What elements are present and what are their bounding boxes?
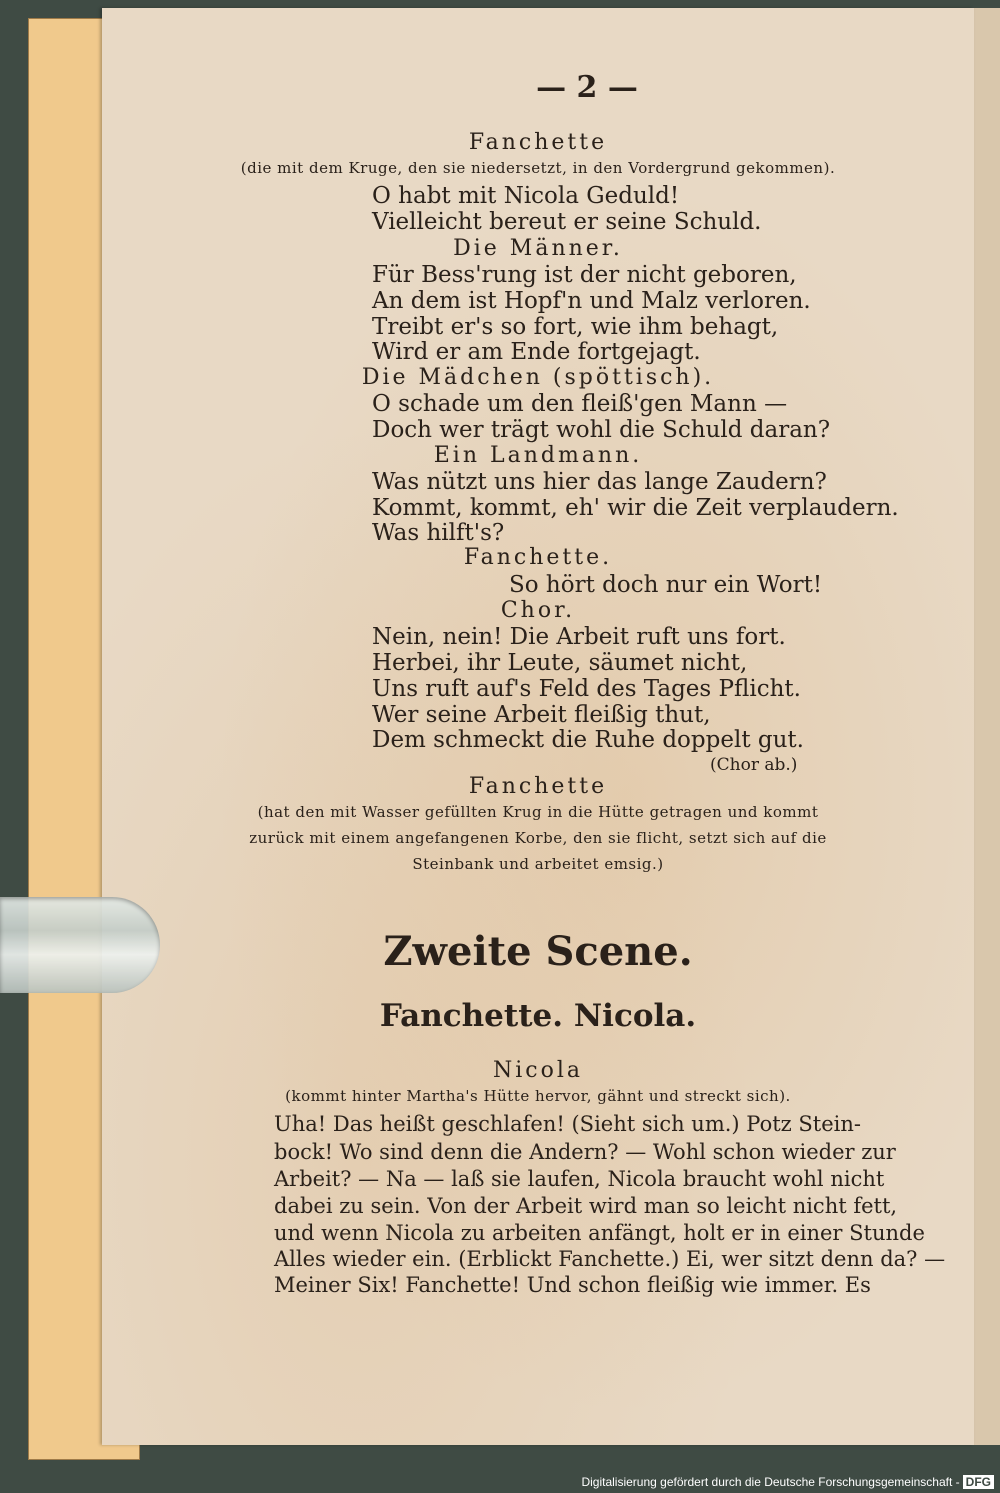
prose-line: Alles wieder ein. (Erblickt Fanchette.) Ei, wer sitzt denn da? —	[274, 1247, 946, 1271]
verse-line: Für Bess'rung ist der nicht geboren,	[372, 262, 797, 288]
verse-line: Dem schmeckt die Ruhe doppelt gut.	[372, 727, 804, 753]
prose-line: Meiner Six! Fanchette! Und schon fleißig wie immer. Es	[274, 1273, 871, 1297]
verse-line: Doch wer trägt wohl die Schuld daran?	[372, 417, 831, 443]
stage-direction: Steinbank und arbeitet emsig.)	[412, 855, 664, 873]
scene-characters: Fanchette. Nicola.	[379, 998, 697, 1034]
verse-line: Nein, nein! Die Arbeit ruft uns fort.	[372, 624, 786, 650]
verse-line: Herbei, ihr Leute, säumet nicht,	[372, 650, 748, 676]
scene-heading: Zweite Scene.	[383, 928, 693, 975]
verse-line: O schade um den fleiß'gen Mann —	[372, 391, 788, 417]
scanner-clip	[0, 897, 160, 993]
stage-direction: (kommt hinter Martha's Hütte hervor, gähnt und streckt sich).	[285, 1087, 791, 1105]
verse-line: Wer seine Arbeit fleißig thut,	[372, 702, 711, 728]
dfg-credit	[581, 1475, 994, 1489]
verse-line: Was hilft's?	[372, 520, 505, 546]
prose-line: Arbeit? — Na — laß sie laufen, Nicola braucht wohl nicht	[274, 1167, 885, 1191]
verse-line: Kommt, kommt, eh' wir die Zeit verplaudern.	[372, 495, 899, 521]
stage-direction: (hat den mit Wasser gefüllten Krug in die Hütte getragen und kommt	[257, 803, 819, 821]
page-content	[102, 8, 974, 1445]
page-number: — 2 —	[536, 70, 638, 105]
speaker-name: Die Mädchen (spöttisch).	[361, 365, 715, 390]
speaker-name: Fanchette.	[463, 545, 613, 570]
verse-line: An dem ist Hopf'n und Malz verloren.	[372, 288, 811, 314]
verse-line: Wird er am Ende fortgejagt.	[372, 339, 701, 365]
dfg-logo: DFG	[963, 1475, 994, 1489]
verse-line: Vielleicht bereut er seine Schuld.	[372, 209, 762, 235]
stage-direction: zurück mit einem angefangenen Korbe, den sie flicht, setzt sich auf die	[249, 829, 827, 847]
book-page	[102, 8, 974, 1445]
verse-line: Was nützt uns hier das lange Zaudern?	[372, 469, 827, 495]
speaker-name: Chor.	[500, 598, 576, 623]
prose-line: und wenn Nicola zu arbeiten anfängt, holt er in einer Stunde	[274, 1221, 925, 1245]
prose-line: bock! Wo sind denn die Andern? — Wohl schon wieder zur	[274, 1140, 896, 1164]
credit-text: Digitalisierung gefördert durch die Deutsche Forschungsgemeinschaft -	[581, 1475, 960, 1489]
verse-line: So hört doch nur ein Wort!	[509, 572, 823, 598]
verse-line: O habt mit Nicola Geduld!	[372, 183, 680, 209]
verse-line: Treibt er's so fort, wie ihm behagt,	[372, 314, 779, 340]
speaker-name: Fanchette	[468, 130, 608, 155]
stage-direction: (Chor ab.)	[710, 755, 798, 775]
verse-line: Uns ruft auf's Feld des Tages Pflicht.	[372, 676, 801, 702]
prose-line: dabei zu sein. Von der Arbeit wird man so leicht nicht fett,	[274, 1194, 898, 1218]
speaker-name: Fanchette	[468, 774, 608, 799]
prose-line: Uha! Das heißt geschlafen! (Sieht sich um.) Potz Stein-	[274, 1112, 861, 1136]
speaker-name: Nicola	[492, 1058, 583, 1083]
stage-direction: (die mit dem Kruge, den sie niedersetzt, in den Vordergrund gekommen).	[240, 159, 836, 177]
speaker-name: Die Männer.	[453, 236, 623, 261]
speaker-name: Ein Landmann.	[433, 443, 643, 468]
